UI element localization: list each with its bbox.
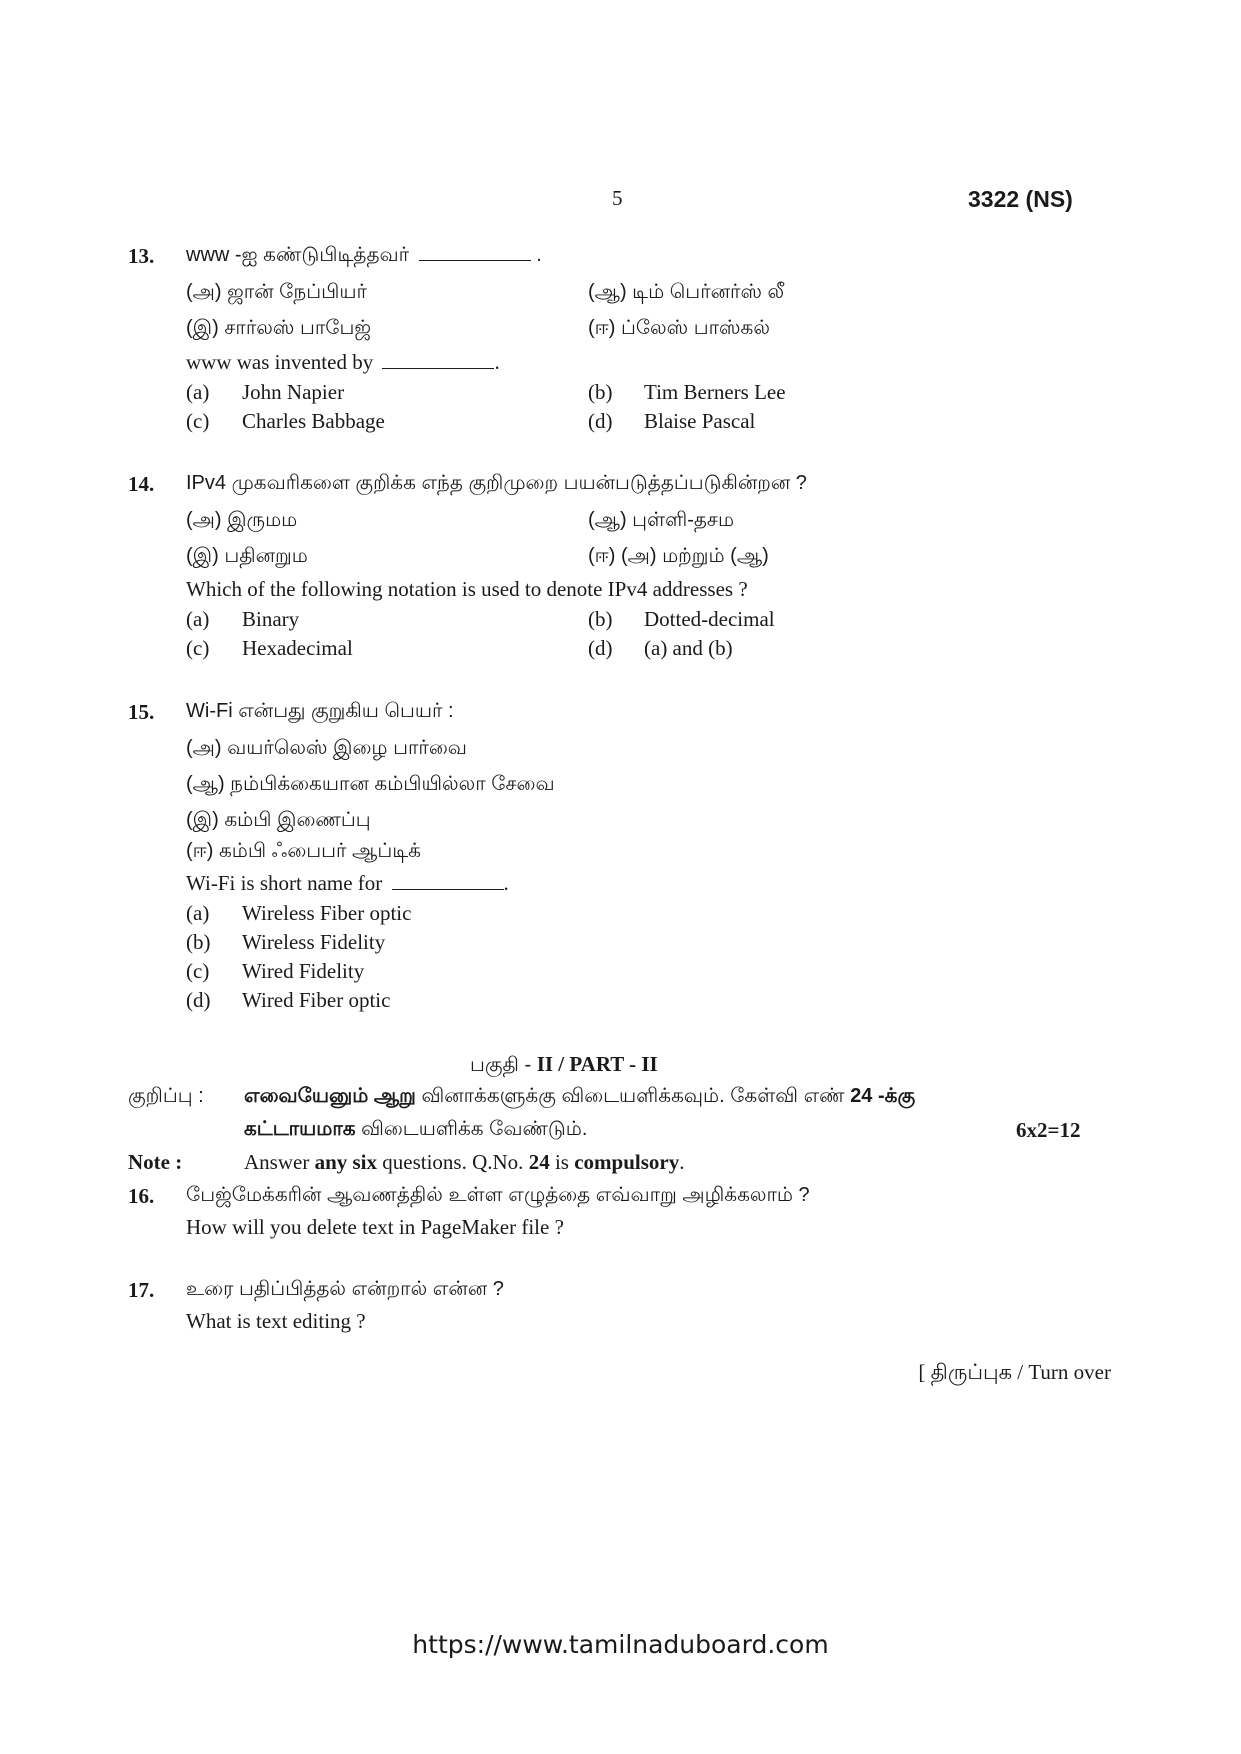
question-number: 16.: [128, 1184, 155, 1208]
question-number: 14.: [128, 472, 155, 496]
question-text-ta: பேஜ்மேக்கரின் ஆவணத்தில் உள்ள எழுத்தை எவ்வாறு அழிக்கலாம் ?: [186, 1184, 810, 1206]
turn-over-note: [ திருப்புக / Turn over: [918, 1360, 1111, 1384]
option-ta: (ஈ) ப்லேஸ் பாஸ்கல்: [588, 317, 770, 339]
option-ta: (அ) இருமம: [186, 509, 298, 531]
note-ta-label: குறிப்பு :: [128, 1085, 204, 1107]
question-text-ta: Wi-Fi என்பது குறுகிய பெயர் :: [186, 700, 454, 722]
question-text-en: What is text editing ?: [186, 1309, 366, 1333]
page-number: 5: [612, 186, 623, 210]
marks: 6x2=12: [1016, 1118, 1081, 1142]
option-ta: (அ) ஜான் நேப்பியர்: [186, 281, 367, 303]
option-ta: (இ) கம்பி இணைப்பு: [186, 809, 371, 831]
note-ta-line1: எவையேனும் ஆறு வினாக்களுக்கு விடையளிக்கவும். கேள்வி எண் 24 -க்கு: [244, 1085, 916, 1107]
question-number: 13.: [128, 244, 155, 268]
option-ta: (அ) வயர்லெஸ் இழை பார்வை: [186, 737, 467, 759]
option-ta: (ஈ) கம்பி ஃபைபர் ஆப்டிக்: [186, 840, 421, 862]
footer-url: https://www.tamilnaduboard.com: [412, 1630, 829, 1659]
option-ta: (ஆ) நம்பிக்கையான கம்பியில்லா சேவை: [186, 773, 555, 795]
question-number: 17.: [128, 1278, 155, 1302]
note-ta-line2: கட்டாயமாக விடையளிக்க வேண்டும்.: [244, 1118, 588, 1140]
question-text-en: www was invented by .: [186, 350, 500, 374]
option-ta: (ஆ) புள்ளி-தசம: [588, 509, 735, 531]
option-ta: (இ) சார்லஸ் பாபேஜ்: [186, 317, 372, 339]
question-text-ta: www -ஐ கண்டுபிடித்தவர் .: [186, 244, 542, 266]
question-text-ta: உரை பதிப்பித்தல் என்றால் என்ன ?: [186, 1278, 504, 1300]
part-heading: பகுதி - II / PART - II: [470, 1052, 658, 1076]
question-text-ta: IPv4 முகவரிகளை குறிக்க எந்த குறிமுறை பயன்படுத்தப்படுகின்றன ?: [186, 472, 807, 494]
paper-code: 3322 (NS): [968, 186, 1073, 212]
question-text-en: Which of the following notation is used to denote IPv4 addresses ?: [186, 577, 748, 601]
question-text-en: Wi-Fi is short name for .: [186, 871, 509, 895]
note-en-label: Note :: [128, 1150, 183, 1174]
option-ta: (ஆ) டிம் பெர்னர்ஸ் லீ: [588, 281, 785, 303]
question-number: 15.: [128, 700, 155, 724]
note-en-text: Answer any six questions. Q.No. 24 is compulsory.: [244, 1150, 685, 1174]
question-text-en: How will you delete text in PageMaker file ?: [186, 1215, 564, 1239]
option-ta: (இ) பதினறும: [186, 545, 308, 567]
option-ta: (ஈ) (அ) மற்றும் (ஆ): [588, 545, 769, 567]
